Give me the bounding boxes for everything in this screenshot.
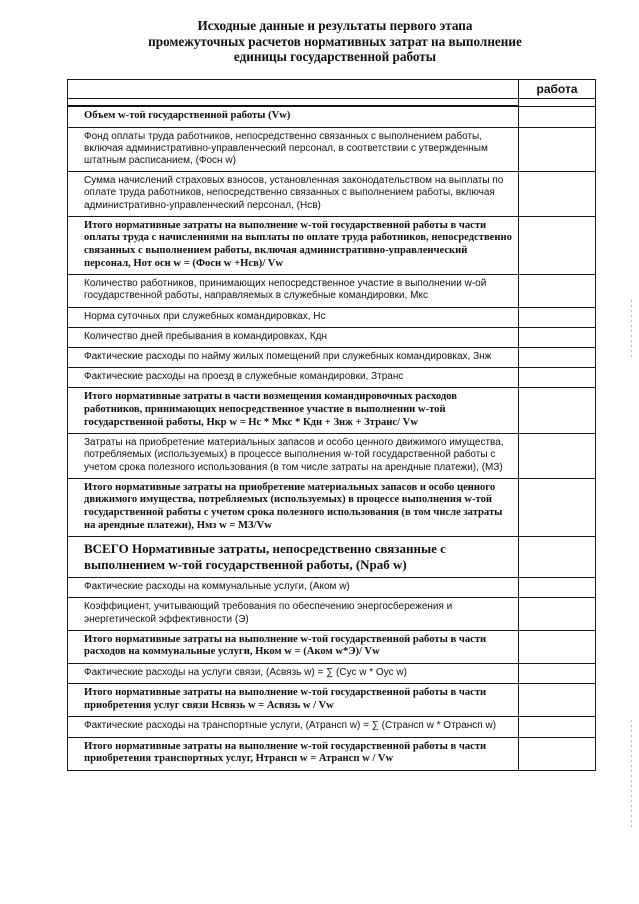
table-row [68,172,596,217]
row-description: ВСЕГО Нормативные затраты, непосредственно связанные с выполнением w-той государственной работы, (Nраб w) [84,541,446,572]
row-description: Количество дней пребывания в командировках, Кдн [84,330,328,342]
row-description-cell [68,368,519,388]
table-row [68,630,596,663]
row-value-cell[interactable] [519,630,596,663]
table-row [68,684,596,717]
row-value-cell[interactable] [519,478,596,536]
table-row [68,106,596,127]
document-title [100,18,570,65]
table-spacer-row [68,99,596,107]
row-description-cell [68,537,519,578]
table-row [68,307,596,327]
row-value-cell[interactable] [519,663,596,683]
row-description: Объем w-той государственной работы (Vw) [84,110,291,121]
row-description-cell [68,737,519,770]
row-description-cell [68,630,519,663]
row-description: Итого нормативные затраты на выполнение w-той государственной работы в части приобретения транспортных услуг, Нтрансп w = Атрансп w / Vw [84,740,487,765]
row-value-cell[interactable] [519,216,596,274]
title-line: промежуточных расчетов нормативных затрат на выполнение [148,33,522,49]
row-description: Количество работников, принимающих непосредственное участие в выполнении w-ой государственной работы, направляемых в служебные командировки, Мкс [84,278,487,302]
table-row [68,717,596,737]
row-description: Коэффициент, учитывающий требования по обеспечению энергосбережения и энергетической эффективности (Э) [84,601,453,625]
row-description-cell [68,478,519,536]
row-value-cell[interactable] [519,737,596,770]
row-description: Фонд оплаты труда работников, непосредственно связанных с выполнением работы, включая административно-управленческий персонал, в соответствии с утвержденным штатным расписанием, (Фосн w) [84,130,488,166]
table-row [68,348,596,368]
row-value-cell[interactable] [519,598,596,630]
row-description: Фактические расходы на проезд в служебные командировки, Зтранс [84,371,404,383]
row-description-cell [68,216,519,274]
row-value-cell[interactable] [519,578,596,598]
table-row [68,216,596,274]
row-description: Фактические расходы на транспортные услуги, (Атрансп w) = ∑ (Странсп w * Отрансп w) [84,720,497,732]
row-description-cell [68,275,519,307]
table-header-row [68,80,596,99]
row-description-cell [68,684,519,717]
calculation-table [67,79,596,771]
table-row [68,537,596,578]
row-value-cell[interactable] [519,388,596,434]
row-description: Фактические расходы по найму жилых помещений при служебных командировках, Знж [84,351,492,362]
row-description: Итого нормативные затраты на приобретение материальных запасов и особо ценного движимого имущества, потребляемых (используемых) в процессе выполнения w-той государственной работы с учетом срока полезного использования (в том числе затраты на арендные платежи), Нмз w = МЗ/Vw [84,481,503,531]
row-value-cell[interactable] [519,368,596,388]
row-description: Норма суточных при служебных командировках, Нс [84,310,326,322]
row-value-cell[interactable] [519,127,596,172]
title-line: Исходные данные и результаты первого этапа [197,18,473,33]
table-row [68,478,596,536]
table-row [68,663,596,683]
table-row [68,127,596,172]
table-row [68,578,596,598]
row-description-cell [68,127,519,172]
scan-edge-mark [631,300,632,360]
row-description-cell [68,717,519,737]
row-description-cell [68,172,519,217]
row-description: Фактические расходы на коммунальные услуги, (Аком w) [84,581,350,593]
row-value-cell[interactable] [519,275,596,307]
row-value-cell[interactable] [519,434,596,479]
table-body [68,106,596,770]
table-row [68,598,596,630]
row-value-cell[interactable] [519,327,596,347]
table-row [68,368,596,388]
row-description-cell [68,578,519,598]
table-row [68,388,596,434]
row-description: Фактические расходы на услуги связи, (Асвязь w) = ∑ (Сус w * Оус w) [84,666,407,678]
row-value-cell[interactable] [519,717,596,737]
table-row [68,737,596,770]
row-description-cell [68,307,519,327]
row-description: Затраты на приобретение материальных запасов и особо ценного движимого имущества, потребляемых (используемых) в процессе выполнения w-той государственной работы с учетом срока полезного использования (в том числе затраты на арендные платежи), (МЗ) [84,437,504,473]
row-description: Сумма начислений страховых взносов, установленная законодательством на выплаты по оплате труда работников, непосредственно связанных с выполнением работы, включая административно-управленческий персонал, (Нсв) [84,175,504,211]
row-description-cell [68,434,519,479]
scan-edge-mark [631,720,632,830]
header-cell-empty [68,80,519,99]
row-value-cell[interactable] [519,172,596,217]
row-description-cell [68,388,519,434]
row-description-cell [68,663,519,683]
row-description-cell [68,598,519,630]
row-value-cell[interactable] [519,348,596,368]
row-value-cell[interactable] [519,684,596,717]
row-description-cell [68,106,519,127]
row-value-cell[interactable] [519,537,596,578]
row-description: Итого нормативные затраты на выполнение w-той государственной работы в части расходов на коммунальные услуги, Нком w = (Аком w*Э)/ Vw [84,633,487,658]
title-line: единицы государственной работы [233,49,437,64]
row-description: Итого нормативные затраты в части возмещения командировочных расходов работников, принимающих непосредственное участие в выполнении w-той государственной работы, Нкр w = Нс * Мкс * Кдн + Знж + Зтранс/ Vw [84,391,458,428]
row-description-cell [68,327,519,347]
table-row [68,327,596,347]
header-cell-work: работа [519,80,596,99]
table-row [68,275,596,307]
row-description: Итого нормативные затраты на выполнение w-той государственной работы в части оплаты труда с начислениями на выплаты по оплате труда работников, непосредственно связанных с выполнением работы, включая административно-управленческий персонал, Нот осн w = (Фосн w +Нсв)/ Vw [84,219,512,269]
row-value-cell[interactable] [519,106,596,127]
table-row [68,434,596,479]
row-value-cell[interactable] [519,307,596,327]
row-description: Итого нормативные затраты на выполнение w-той государственной работы в части приобретения услуг связи Нсвязь w = Асвязь w / Vw [84,687,487,711]
row-description-cell [68,348,519,368]
